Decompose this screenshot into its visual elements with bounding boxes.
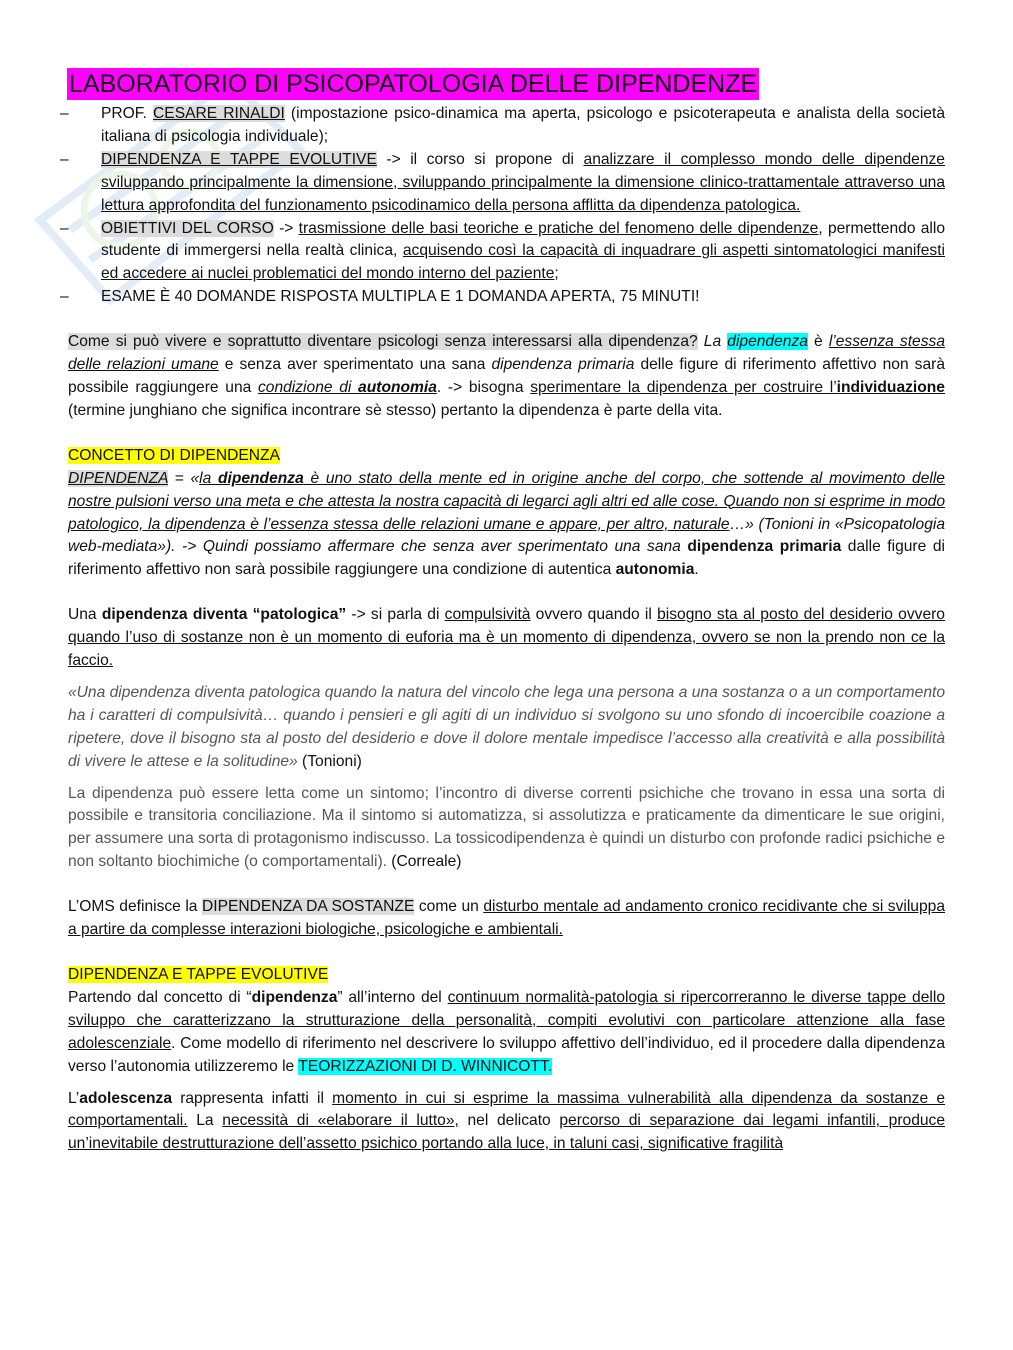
list-item: – ESAME È 40 DOMANDE RISPOSTA MULTIPLA E 1 DOMANDA APERTA, 75 MINUTI!	[68, 286, 945, 309]
list-item: – PROF. CESARE RINALDI (impostazione psico-dinamica ma aperta, psicologo e psicoterapeuta e analista della società italiana di psicologia individuale);	[68, 103, 945, 149]
patologica-paragraph: Una dipendenza diventa “patologica” -> si parla di compulsività ovvero quando il bisogno sta al posto del desiderio ovvero quando l’uso di sostanze non è un momento di euforia ma è un momento di dipendenza, ovvero se non la prendo non ce la faccio.	[68, 606, 945, 670]
quote-correale: La dipendenza può essere letta come un sintomo; l’incontro di diverse correnti psichiche che trovano in essa una sorta di possibile e transitoria conciliazione. Ma il sintomo si automatizza, si assolutizza e praticamente da dimenticare le sue origini, per assumere una sorta di protagonismo indiscusso. La tossicodipendenza è quindi un disturbo con profonde radici psichiche e non soltanto biochimiche (o comportamentali). (Correale)	[68, 784, 945, 871]
document-page	[68, 68, 945, 1156]
section-heading-tappe: DIPENDENZA E TAPPE EVOLUTIVE	[68, 966, 329, 983]
section-heading-concetto: CONCETTO DI DIPENDENZA	[68, 446, 280, 464]
list-item: – DIPENDENZA E TAPPE EVOLUTIVE -> il corso si propone di analizzare il complesso mondo delle dipendenze sviluppando principalmente la dimensione, sviluppando principalmente la dimensione clinico-trattamentale attraverso una lettura approfondita del funzionamento psicodinamico della persona afflitta da dipendenza patologica.	[68, 149, 945, 218]
page-title: LABORATORIO DI PSICOPATOLOGIA DELLE DIPENDENZE	[69, 70, 758, 98]
oms-paragraph: L’OMS definisce la DIPENDENZA DA SOSTANZE come un disturbo mentale ad andamento cronico recidivante che si sviluppa a partire da complesse interazioni biologiche, psicologiche e ambientali.	[68, 898, 945, 939]
intro-paragraph: Come si può vivere e soprattutto diventare psicologi senza interessarsi alla dipendenza? La dipendenza è l’essenza stessa delle relazioni umane e senza aver sperimentato una sana dipendenza primaria delle figure di riferimento affettivo non sarà possibile raggiungere una condizione di autonomia. -> bisogna sperimentare la dipendenza per costruire l’individuazione (termine junghiano che significa incontrare sè stesso) pertanto la dipendenza è parte della vita.	[68, 333, 945, 419]
course-info-list	[68, 103, 945, 309]
tappe-paragraph: Partendo dal concetto di “dipendenza” all’interno del continuum normalità-patologia si ripercorreranno le diverse tappe dello sviluppo che caratterizzano la strutturazione della personalità, compiti evolutivi con particolare attenzione alla fase adolescenziale. Come modello di riferimento nel descrivere lo sviluppo affettivo dell’individuo, ed il procedere dalla dipendenza verso l’autonomia utilizzeremo le TEORIZZAZIONI DI D. WINNICOTT.	[68, 988, 946, 1075]
concetto-paragraph: DIPENDENZA = «la dipendenza è uno stato della mente ed in origine anche del corpo, che sottende al movimento delle nostre pulsioni verso una meta e che attesta la nostra capacità di legarci agli altri ed alle cose. Quando non si esprime in modo patologico, la dipendenza è l’essenza stessa delle relazioni umane e appare, per altro, naturale…» (Tonioni in «Psicopatologia web-mediata»). -> Quindi possiamo affermare che senza aver sperimentato una sana dipendenza primaria dalle figure di riferimento affettivo non sarà possibile raggiungere una condizione di autentica autonomia.	[68, 469, 945, 579]
list-item: – OBIETTIVI DEL CORSO -> trasmissione delle basi teoriche e pratiche del fenomeno delle dipendenze, permettendo allo studente di immergersi nella realtà clinica, acquisendo così la capacità di inquadrare gli aspetti sintomatologici manifesti ed accedere ai nuclei problematici del mondo interno del paziente;	[68, 218, 945, 287]
professor-name: CESARE RINALDI	[153, 105, 285, 122]
adolescenza-paragraph: L’adolescenza rappresenta infatti il momento in cui si esprime la massima vulnerabilità alla dipendenza da sostanze e comportamentali. La necessità di «elaborare il lutto», nel delicato percorso di separazione dai legami infantili, produce un’inevitabile destrutturazione dell’assetto psichico portando alla luce, in taluni casi, significative fragilità	[68, 1089, 946, 1153]
quote-tonioni: «Una dipendenza diventa patologica quando la natura del vincolo che lega una persona a una sostanza o a un comportamento ha i caratteri di compulsività… quando i pensieri e gli agiti di un individuo si svolgono su uno sfondo di incoercibile coazione a ripetere, dove il bisogno sta al posto del desiderio e dove il dolore mentale impedisce l’accesso alla creatività e alla possibilità di vivere le attese e la solitudine» (Tonioni)	[68, 683, 945, 770]
